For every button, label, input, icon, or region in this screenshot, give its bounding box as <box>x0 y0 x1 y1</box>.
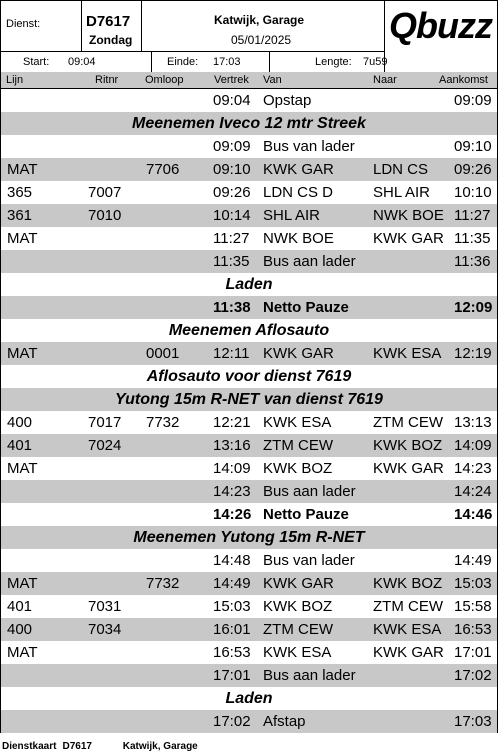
cell-aankomst: 17:02 <box>454 667 492 684</box>
cell-aankomst: 17:03 <box>454 713 492 730</box>
cell-van: Bus aan lader <box>263 253 356 270</box>
col-aankomst: Aankomst <box>439 74 488 86</box>
cell-van: SHL AIR <box>263 207 320 224</box>
cell-vertrek: 09:09 <box>213 138 251 155</box>
footer-dienst: D7617 <box>62 741 92 752</box>
cell-van: Bus van lader <box>263 138 355 155</box>
section-heading: Meenemen Yutong 15m R-NET <box>133 529 365 546</box>
cell-van: Afstap <box>263 713 306 730</box>
cell-naar: KWK ESA <box>373 621 442 638</box>
cell-naar: KWK BOZ <box>373 575 443 592</box>
table-row <box>1 89 497 112</box>
schedule-rows <box>1 89 497 733</box>
cell-ritnr: 7007 <box>88 184 122 201</box>
table-row <box>1 181 497 204</box>
dienst-code: D7617 <box>86 13 131 30</box>
table-row <box>1 710 497 733</box>
cell-vertrek: 14:23 <box>213 483 251 500</box>
cell-aankomst: 14:09 <box>454 437 492 454</box>
section-heading-row <box>1 273 497 296</box>
cell-lijn: MAT <box>7 460 38 477</box>
cell-van: KWK ESA <box>263 644 332 661</box>
card-header <box>1 1 497 73</box>
table-row <box>1 135 497 158</box>
cell-omloop: 0001 <box>146 345 180 362</box>
section-heading: Aflosauto voor dienst 7619 <box>146 368 352 385</box>
cell-lijn: 400 <box>7 621 33 638</box>
col-lijn: Lijn <box>6 74 24 86</box>
cell-aankomst: 16:53 <box>454 621 492 638</box>
cell-ritnr: 7024 <box>88 437 122 454</box>
section-heading-row <box>1 112 497 135</box>
cell-aankomst: 12:19 <box>454 345 492 362</box>
lengte-label: Lengte: <box>315 56 352 68</box>
cell-van: Bus aan lader <box>263 483 356 500</box>
cell-van: NWK BOE <box>263 230 334 247</box>
cell-omloop: 7732 <box>146 575 180 592</box>
section-heading-row <box>1 526 497 549</box>
cell-vertrek: 14:48 <box>213 552 251 569</box>
cell-ritnr: 7031 <box>88 598 122 615</box>
section-heading: Laden <box>225 690 273 707</box>
cell-lijn: MAT <box>7 161 38 178</box>
cell-vertrek: 13:16 <box>213 437 251 454</box>
table-row <box>1 549 497 572</box>
cell-aankomst: 14:46 <box>454 506 493 523</box>
cell-van: KWK GAR <box>263 345 334 362</box>
cell-van: KWK BOZ <box>263 598 333 615</box>
table-row <box>1 158 497 181</box>
cell-aankomst: 15:03 <box>454 575 492 592</box>
divider <box>1 51 384 52</box>
start-time: 09:04 <box>68 56 96 68</box>
cell-naar: KWK ESA <box>373 345 442 362</box>
cell-naar: KWK BOZ <box>373 437 443 454</box>
col-naar: Naar <box>373 74 397 86</box>
dienst-label: Dienst: <box>6 18 41 30</box>
table-row <box>1 411 497 434</box>
cell-aankomst: 11:36 <box>454 253 491 270</box>
cell-ritnr: 7010 <box>88 207 122 224</box>
cell-van: KWK ESA <box>263 414 332 431</box>
cell-naar: ZTM CEW <box>373 598 443 615</box>
divider <box>141 1 142 51</box>
cell-aankomst: 09:10 <box>454 138 492 155</box>
cell-vertrek: 09:04 <box>213 92 251 109</box>
cell-vertrek: 14:26 <box>213 506 252 523</box>
cell-van: ZTM CEW <box>263 621 333 638</box>
cell-vertrek: 15:03 <box>213 598 251 615</box>
cell-lijn: 401 <box>7 437 33 454</box>
cell-vertrek: 11:38 <box>213 299 251 316</box>
cell-lijn: MAT <box>7 575 38 592</box>
cell-aankomst: 13:13 <box>454 414 492 431</box>
table-row <box>1 434 497 457</box>
cell-aankomst: 15:58 <box>454 598 492 615</box>
table-row <box>1 457 497 480</box>
cell-naar: KWK GAR <box>373 230 444 247</box>
section-heading-row <box>1 687 497 710</box>
section-heading-row <box>1 365 497 388</box>
table-row <box>1 342 497 365</box>
cell-vertrek: 16:53 <box>213 644 251 661</box>
col-vertrek: Vertrek <box>214 74 249 86</box>
cell-naar: KWK GAR <box>373 460 444 477</box>
cell-vertrek: 11:27 <box>213 230 250 247</box>
einde-label: Einde: <box>167 56 199 68</box>
cell-vertrek: 17:01 <box>213 667 251 684</box>
cell-naar: LDN CS <box>373 161 429 178</box>
col-van: Van <box>263 74 282 86</box>
cell-aankomst: 11:27 <box>454 207 491 224</box>
cell-vertrek: 14:09 <box>213 460 251 477</box>
cell-naar: SHL AIR <box>373 184 430 201</box>
cell-naar: KWK GAR <box>373 644 444 661</box>
lengte-value: 7u59 <box>363 56 388 68</box>
cell-vertrek: 16:01 <box>213 621 251 638</box>
cell-aankomst: 12:09 <box>454 299 493 316</box>
section-heading: Meenemen Aflosauto <box>168 322 330 339</box>
cell-van: KWK BOZ <box>263 460 333 477</box>
cell-vertrek: 10:14 <box>213 207 251 224</box>
cell-aankomst: 09:09 <box>454 92 492 109</box>
section-heading: Yutong 15m R-NET van dienst 7619 <box>115 391 383 408</box>
cell-vertrek: 09:10 <box>213 161 251 178</box>
einde-time: 17:03 <box>213 56 241 68</box>
cell-van: LDN CS D <box>263 184 334 201</box>
table-row <box>1 572 497 595</box>
location: Katwijk, Garage <box>214 13 305 27</box>
section-heading: Laden <box>225 276 273 293</box>
cell-lijn: 400 <box>7 414 33 431</box>
cell-lijn: MAT <box>7 230 38 247</box>
cell-ritnr: 7017 <box>88 414 122 431</box>
table-row <box>1 641 497 664</box>
day-label: Zondag <box>89 33 133 47</box>
start-label: Start: <box>23 56 50 68</box>
table-row <box>1 480 497 503</box>
col-omloop: Omloop <box>145 74 184 86</box>
cell-van: Netto Pauze <box>263 506 349 523</box>
table-row <box>1 664 497 687</box>
footer-location: Katwijk, Garage <box>122 741 198 752</box>
cell-ritnr: 7034 <box>88 621 122 638</box>
cell-van: Netto Pauze <box>263 299 349 316</box>
footer-title: Dienstkaart <box>2 741 57 752</box>
cell-aankomst: 14:24 <box>454 483 492 500</box>
cell-omloop: 7706 <box>146 161 180 178</box>
cell-van: Bus van lader <box>263 552 355 569</box>
cell-omloop: 7732 <box>146 414 180 431</box>
cell-lijn: MAT <box>7 345 38 362</box>
cell-van: Opstap <box>263 92 312 109</box>
cell-van: Bus aan lader <box>263 667 356 684</box>
section-heading-row <box>1 388 497 411</box>
divider <box>81 1 82 51</box>
section-heading: Meenemen Iveco 12 mtr Streek <box>132 115 366 132</box>
cell-vertrek: 12:21 <box>213 414 251 431</box>
section-heading-row <box>1 319 497 342</box>
page-footer <box>2 741 226 752</box>
cell-vertrek: 12:11 <box>213 345 250 362</box>
cell-lijn: 401 <box>7 598 33 615</box>
cell-lijn: 365 <box>7 184 33 201</box>
table-row <box>1 595 497 618</box>
date: 05/01/2025 <box>231 33 292 47</box>
cell-aankomst: 11:35 <box>454 230 491 247</box>
col-ritnr: Ritnr <box>95 74 119 86</box>
table-row <box>1 227 497 250</box>
cell-van: KWK GAR <box>263 575 334 592</box>
divider <box>151 51 152 72</box>
cell-vertrek: 17:02 <box>213 713 251 730</box>
cell-lijn: MAT <box>7 644 38 661</box>
cell-van: ZTM CEW <box>263 437 333 454</box>
cell-van: KWK GAR <box>263 161 334 178</box>
table-row <box>1 503 497 526</box>
cell-aankomst: 17:01 <box>454 644 492 661</box>
divider <box>269 51 270 72</box>
cell-naar: NWK BOE <box>373 207 444 224</box>
table-row <box>1 204 497 227</box>
cell-vertrek: 14:49 <box>213 575 251 592</box>
cell-aankomst: 09:26 <box>454 161 492 178</box>
table-row <box>1 296 497 319</box>
table-row <box>1 250 497 273</box>
cell-lijn: 361 <box>7 207 33 224</box>
cell-aankomst: 14:23 <box>454 460 492 477</box>
cell-vertrek: 11:35 <box>213 253 250 270</box>
cell-aankomst: 14:49 <box>454 552 492 569</box>
cell-vertrek: 09:26 <box>213 184 251 201</box>
column-header <box>1 72 497 89</box>
cell-aankomst: 10:10 <box>454 184 492 201</box>
qbuzz-logo: Qbuzz <box>389 5 492 46</box>
table-row <box>1 618 497 641</box>
cell-naar: ZTM CEW <box>373 414 443 431</box>
